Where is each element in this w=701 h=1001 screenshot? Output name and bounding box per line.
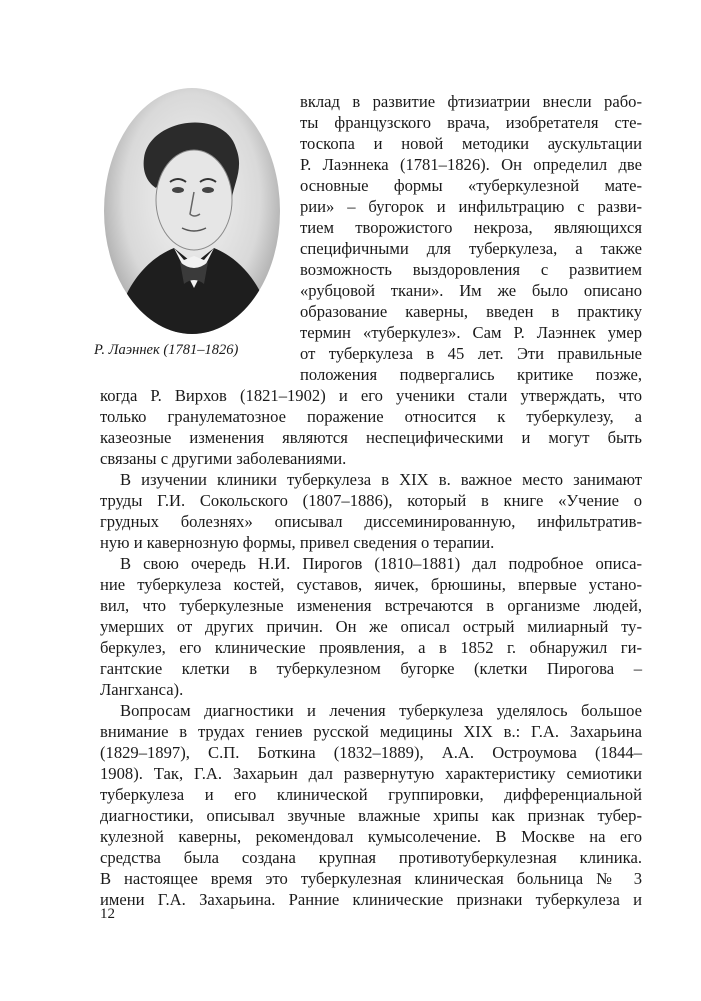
text-line: кулезной каверны, рекомендовал кумысолечение. В Москве на его	[100, 827, 642, 846]
portrait-image	[104, 88, 280, 334]
text-line: казеозные изменения являются неспецифическими и могут быть	[100, 428, 642, 447]
text-line: только гранулематозное поражение относится к туберкулезу, а	[100, 407, 642, 426]
text-line: связаны с другими заболеваниями.	[100, 449, 347, 468]
portrait-drawing	[104, 88, 280, 334]
text-line: возможность выздоровления с развитием	[300, 260, 642, 279]
text-line: основные формы «туберкулезной мате-	[300, 176, 642, 195]
text-line: туберкулеза и его клинической группировки, дифференциальной	[100, 785, 642, 804]
text-line: положения подвергались критике позже,	[300, 365, 642, 384]
text-line: специфичными для туберкулеза, а также	[300, 239, 642, 258]
text-line: вклад в развитие фтизиатрии внесли рабо-	[300, 92, 642, 111]
text-line: вил, что туберкулезные изменения встречаются в организме людей,	[100, 596, 642, 615]
text-line: рии» – бугорок и инфильтрацию с разви-	[300, 197, 642, 216]
text-line: ную и кавернозную формы, привел сведения о терапии.	[100, 533, 495, 552]
caption-name: Р. Лаэннек	[94, 342, 160, 358]
page-number: 12	[100, 906, 115, 922]
text-line: грудных болезнях» описывал диссеминированную, инфильтратив-	[100, 512, 642, 531]
text-line: когда Р. Вирхов (1821–1902) и его ученики стали утверждать, что	[100, 386, 642, 405]
text-line: 1908). Так, Г.А. Захарьин дал развернутую характеристику семиотики	[100, 764, 642, 783]
text-line: термин «туберкулез». Сам Р. Лаэннек умер	[300, 323, 642, 342]
text-line: имени Г.А. Захарьина. Ранние клинические признаки туберкулеза и	[100, 890, 642, 909]
text-line: внимание в трудах гениев русской медицины XIX в.: Г.А. Захарьина	[100, 722, 642, 741]
text-line: диагностики, описывал звучные влажные хрипы как признак тубер-	[100, 806, 642, 825]
text-line: труды Г.И. Сокольского (1807–1886), который в книге «Учение о	[100, 491, 642, 510]
text-line: (1829–1897), С.П. Боткина (1832–1889), А.А. Остроумова (1844–	[100, 743, 642, 762]
paragraph-first-line: В изучении клиники туберкулеза в XIX в. важное место занимают	[120, 470, 642, 489]
text-line: гантские клетки в туберкулезном бугорке (клетки Пирогова –	[100, 659, 642, 678]
text-line: Лангханса).	[100, 680, 184, 699]
text-line: В настоящее время это туберкулезная клиническая больница № 3	[100, 869, 642, 888]
text-line: тоскопа и новой методики аускультации	[300, 134, 642, 153]
text-line: образование каверны, введен в практику	[300, 302, 642, 321]
paragraph-first-line: Вопросам диагностики и лечения туберкулеза уделялось большое	[120, 701, 642, 720]
text-line: ты французского врача, изобретателя сте-	[300, 113, 642, 132]
text-line: Р. Лаэннека (1781–1826). Он определил две	[300, 155, 642, 174]
paragraph-first-line: В свою очередь Н.И. Пирогов (1810–1881) дал подробное описа-	[120, 554, 642, 573]
text-line: от туберкулеза в 45 лет. Эти правильные	[300, 344, 642, 363]
text-line: тием творожистого некроза, являющихся	[300, 218, 642, 237]
caption-dates: 1781–1826	[168, 342, 234, 358]
portrait-caption: Р. Лаэннек (1781–1826)	[94, 342, 239, 358]
text-line: беркулез, его клинические проявления, а в 1852 г. обнаружил ги-	[100, 638, 642, 657]
text-line: средства была создана крупная противотуберкулезная клиника.	[100, 848, 642, 867]
text-line: ние туберкулеза костей, суставов, яичек, брюшины, впервые устано-	[100, 575, 642, 594]
text-line: «рубцовой ткани». Им же было описано	[300, 281, 642, 300]
text-line: умерших от других причин. Он же описал острый милиарный ту-	[100, 617, 642, 636]
portrait-figure	[92, 88, 292, 358]
